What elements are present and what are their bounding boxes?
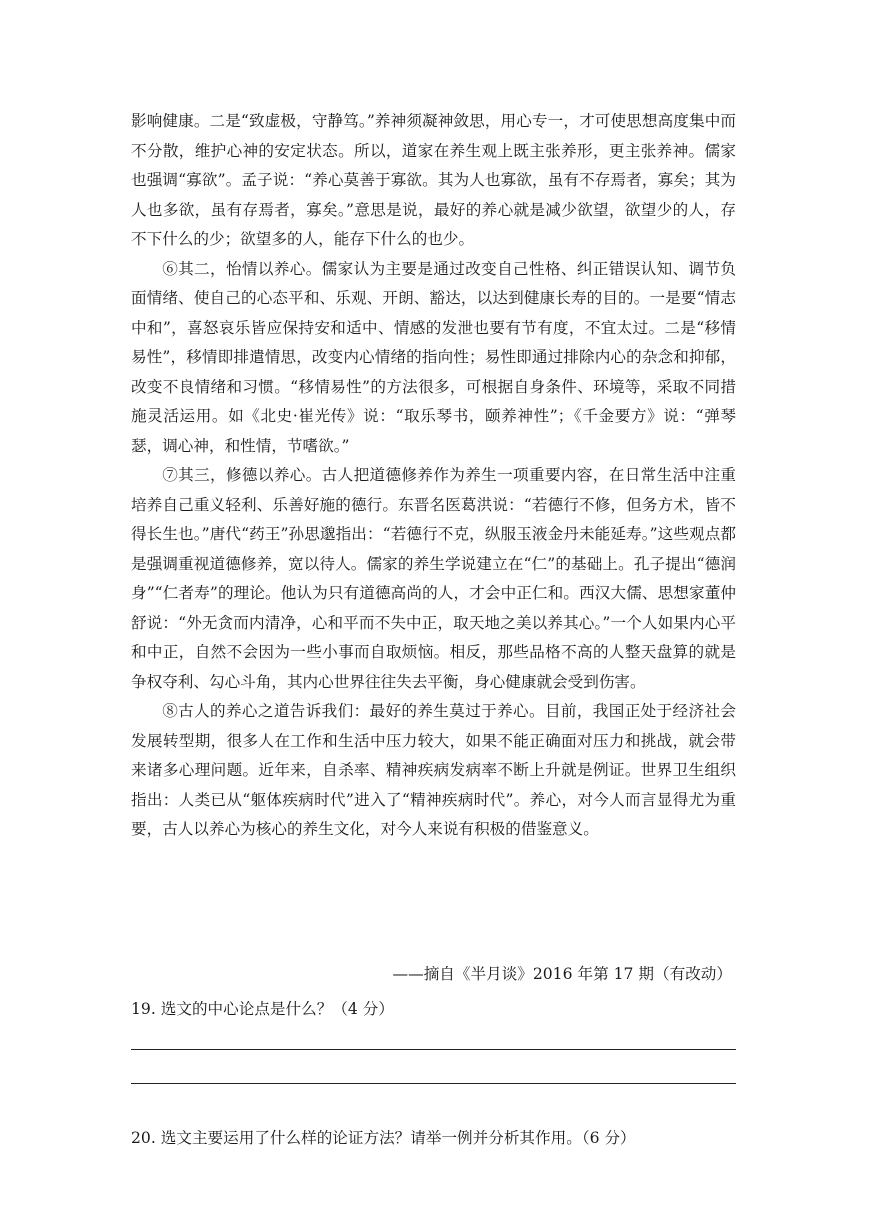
paragraph-continued: 影响健康。二是“致虚极，守静笃。”养神须凝神敛思，用心专一，才可使思想高度集中而不分散，维护心神的安定状态。所以，道家在养生观上既主张养形，更主张养神。儒家也强调“寡欲”。孟子说：“养心莫善于寡欲。其为人也寡欲，虽有不存焉者，寡矣；其为人也多欲，虽有存焉者，寡矣。”意思是说，最好的养心就是减少欲望，欲望少的人，存不下什么的少；欲望多的人，能存下什么的也少。 xyxy=(131,112,736,248)
paragraph-8: ⑧古人的养心之道告诉我们：最好的养生莫过于养心。目前，我国正处于经济社会发展转型期，很多人在工作和生活中压力较大，如果不能正确面对压力和挑战，就会带来诸多心理问题。近年来，自杀率、精神疾病发病率不断上升就是例证。世界卫生组织指出：人类已从“躯体疾病时代”进入了“精神疾病时代”。养心，对今人而言显得尤为重要，古人以养心为核心的养生文化，对今人来说有积极的借鉴意义。 xyxy=(131,702,736,838)
answer-line[interactable] xyxy=(131,1049,736,1050)
paragraph-6: ⑥其二，怡情以养心。儒家认为主要是通过改变自己性格、纠正错误认知、调节负面情绪、使自己的心态平和、乐观、开朗、豁达，以达到健康长寿的目的。一是要“情志中和”，喜怒哀乐皆应保持安和适中、情感的发泄也要有节有度，不宜太过。二是“移情易性”，移情即排遣情思，改变内心情绪的指向性；易性即通过排除内心的杂念和抑郁，改变不良情绪和习惯。“移情易性”的方法很多，可根据自身条件、环境等，采取不同措施灵活运用。如《北史·崔光传》说：“取乐琴书，颐养神性”；《千金要方》说：“弹琴瑟，调心神，和性情，节嗜欲。” xyxy=(131,259,736,455)
paragraph-7: ⑦其三，修德以养心。古人把道德修养作为养生一项重要内容，在日常生活中注重培养自己重义轻利、乐善好施的德行。东晋名医葛洪说：“若德行不修，但务方术，皆不得长生也。”唐代“药王”孙思邈指出：“若德行不克，纵服玉液金丹未能延寿。”这些观点都是强调重视道德修养，宽以待人。儒家的养生学说建立在“仁”的基础上。孔子提出“德润身”“仁者寿”的理论。他认为只有道德高尚的人，才会中正仁和。西汉大儒、思想家董仲舒说：“外无贪而内清净，心和平而不失中正，取天地之美以养其心。”一个人如果内心平和中正，自然不会因为一些小事而自取烦恼。相反，那些品格不高的人整天盘算的就是争权夺利、勾心斗角，其内心世界往往失去平衡，身心健康就会受到伤害。 xyxy=(131,466,736,691)
question-20: 20. 选文主要运用了什么样的论证方法？请举一例并分析其作用。（6 分） xyxy=(131,1129,636,1147)
question-19: 19. 选文的中心论点是什么？（4 分） xyxy=(131,1000,394,1018)
answer-line[interactable] xyxy=(131,1083,736,1084)
article-body xyxy=(131,107,736,845)
source-citation: ——摘自《半月谈》2016 年第 17 期（有改动） xyxy=(392,965,732,983)
